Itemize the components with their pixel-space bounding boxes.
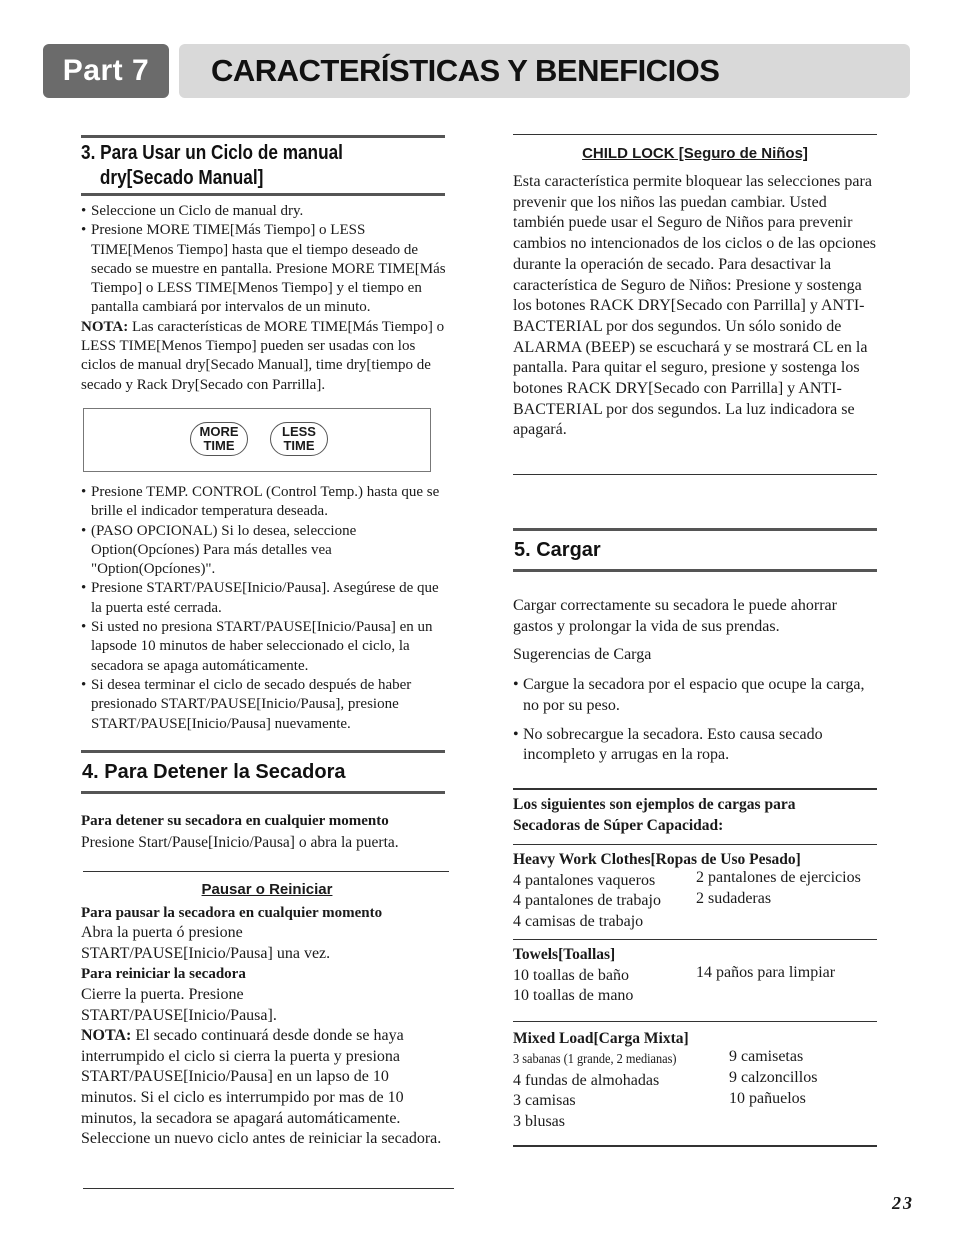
towels-right [696,963,835,984]
section-4-body [81,810,451,854]
stop-heading: Para detener su secadora en cualquier momento [81,813,389,829]
list-item: 2 pantalones de ejercicios [696,869,861,886]
list-item: • Presione TEMP. CONTROL (Control Temp.) hasta que se brille el indicador temperatura deseada. [81,483,451,522]
section-3-body [81,202,451,395]
divider [83,871,449,872]
divider [513,1145,877,1147]
list-item: 9 camisetas [729,1048,804,1065]
divider [513,939,877,940]
list-item: • (PASO OPCIONAL) Si lo desea, seleccione Option(Opcíones) Para más detalles vea "Option(Opcíones)". [81,522,451,580]
list-item: • Presione MORE TIME[Más Tiempo] o LESS TIME[Menos Tiempo] hasta que el tiempo deseado de secado se muestre en pantalla. Presione MORE TIME[Más Tiempo] o LESS TIME[Menos Tiempo] y el tiempo en pantalla cambiará por intervalos de un minuto. [81,221,451,317]
list-item: • No sobrecargue la secadora. Esto causa secado incompleto y arrugas en la ropa. [513,725,879,766]
list-item: 3 camisas [513,1092,576,1110]
divider [513,1021,877,1022]
page-title: CARACTERÍSTICAS Y BENEFICIOS [179,44,910,98]
more-label: MORE [199,424,239,439]
list-item: 2 sudaderas [696,889,772,907]
list-item: 14 paños para limpiar [696,964,836,981]
list-item: • Presione START/PAUSE[Inicio/Pausa]. Asegúrese de que la puerta esté cerrada. [81,579,451,618]
heavy-load-right [696,868,861,909]
child-lock-text: Esta característica permite bloquear las selecciones para prevenir que los niños las puedan cambiar. Usted también puede usar el Seguro de Niños para prevenir cambios no intencionados de los ciclos o de las opciones durante la operación de secado. Para desactivar la característica de Seguro de Niños: Presione y sostenga los botones RACK DRY[Secado con Parrilla] y ANTI-BACTERIAL por dos segundos. Un sólo sonido de ALARMA (BEEP) se escuchará y se mostrará CL en la pantalla. Para quitar el seguro, presione y sostenga los botones RACK DRY[Secado con Parrilla] y ANTI-BACTERIAL por dos segundos. La luz indicadora se apagará. [513,173,877,439]
more-time-button[interactable] [190,422,248,456]
heavy-load-title: Heavy Work Clothes[Ropas de Uso Pesado] [513,851,801,868]
pause-restart-heading: Pausar o Reiniciar [201,881,333,898]
part-tab: Part 7 [43,44,169,98]
less-label: LESS [282,424,316,439]
note-text: Las características de MORE TIME[Más Tiempo] o LESS TIME[Menos Tiempo] pueden ser usadas con los ciclos de manual dry[Secado Manual], time dry[tiempo de secado y Rack Dry[Secado con Parrilla]. [81,318,445,393]
list-item: 3 sabanas (1 grande, 2 medianas) [513,1051,677,1067]
note-label: NOTA: [81,1027,132,1045]
list-item: 10 toallas de baño [513,966,629,984]
list-item: • Cargue la secadora por el espacio que ocupe la carga, no por su peso. [513,675,879,716]
section-5-heading: 5. Cargar [513,528,877,572]
list-item: 4 camisas de trabajo [513,912,644,930]
stop-text: Presione Start/Pause[Inicio/Pausa] o abra la puerta. [81,834,399,851]
list-item: 10 pañuelos [729,1089,806,1107]
divider [513,844,877,845]
list-item: 4 pantalones de trabajo [513,892,661,909]
section-5-body [513,596,879,766]
restart-text: Cierre la puerta. Presione START/PAUSE[Inicio/Pausa]. [81,985,277,1024]
list-item: • Seleccione un Ciclo de manual dry. [81,202,451,221]
section-3-note [81,318,451,395]
mixed-load-group [513,1029,877,1133]
divider [513,788,877,790]
page-number: 23 [892,1193,914,1213]
mixed-load-right [729,1047,817,1109]
pause-heading: Para pausar la secadora en cualquier momento [81,904,383,921]
list-item: • Si usted no presiona START/PAUSE[Inicio/Pausa] en un lapsode 10 minutos de haber seleccionado el ciclo, la secadora se apaga automáticamente. [81,618,451,676]
time-buttons-panel [83,408,431,472]
section-3-heading [81,135,445,196]
note-text: El secado continuará desde donde se haya interrumpido el ciclo si cierra la puerta y presiona START/PAUSE[Inicio/Pausa] en un lapso de 10 minutos. Si el ciclo es interrumpido por mas de 10 minutos, la secadora se apagará automáticamente. Seleccione un nuevo ciclo antes de reiniciar la secadora. [81,1027,442,1148]
load-tips-label: Sugerencias de Carga [513,646,652,664]
list-item: 3 blusas [513,1113,565,1131]
section-3-heading-line1: 3. Para Usar un Ciclo de manual [81,142,343,164]
divider [513,134,877,135]
pause-text: Abra la puerta ó presione START/PAUSE[Inicio/Pausa] una vez. [81,924,331,962]
section-4-note [81,1026,443,1150]
note-label: NOTA: [81,318,129,335]
list-item: 4 pantalones vaqueros [513,871,656,889]
list-item: 10 toallas de mano [513,987,634,1004]
divider [513,474,877,475]
less-time-button[interactable] [270,422,328,456]
restart-heading: Para reiniciar la secadora [81,966,246,983]
list-item: 9 calzoncillos [729,1068,818,1086]
section-3-heading-line2: dry[Secado Manual] [99,167,264,189]
child-lock-heading: CHILD LOCK [Seguro de Niños] [582,145,808,162]
list-item: 4 fundas de almohadas [513,1071,660,1089]
divider [83,1188,454,1189]
examples-heading: Los siguientes son ejemplos de cargas para Secadoras de Súper Capacidad: [513,796,796,834]
section-3-steps [81,483,451,734]
section-4-heading: 4. Para Detener la Secadora [81,750,445,794]
time-label: TIME [283,438,315,453]
load-intro: Cargar correctamente su secadora le puede ahorrar gastos y prolongar la vida de sus prendas. [513,597,837,635]
list-item: • Si desea terminar el ciclo de secado después de haber presionado START/PAUSE[Inicio/Pausa], presione START/PAUSE[Inicio/Pausa] nuevamente. [81,676,451,734]
pause-restart-block [81,880,453,1150]
time-label: TIME [203,438,235,453]
mixed-load-title: Mixed Load[Carga Mixta] [513,1030,689,1047]
towels-title: Towels[Toallas] [513,946,616,963]
